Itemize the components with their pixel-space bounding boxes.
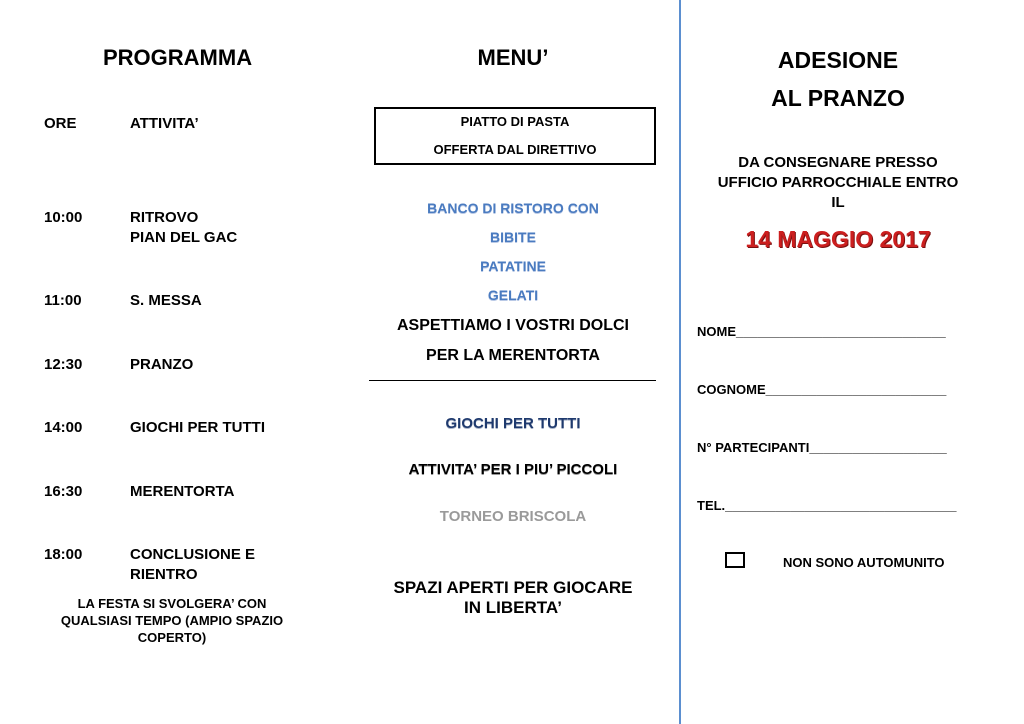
weather-note-line3: COPERTO) [137, 630, 207, 645]
schedule-time: 10:00 [44, 209, 83, 226]
schedule-activity: MERENTORTA [130, 483, 235, 500]
schedule-activity-line2: PIAN DEL GAC [130, 229, 238, 246]
fold-line [679, 0, 681, 724]
schedule-time: 11:00 [44, 292, 82, 309]
schedule-activity: PRANZO [130, 356, 194, 373]
automunito-checkbox[interactable] [725, 552, 745, 568]
schedule-activity: RITROVO [130, 209, 199, 226]
nome-field[interactable]: NOME_____________________________ [697, 324, 946, 339]
partecipanti-field[interactable]: N° PARTECIPANTI___________________ [697, 440, 947, 455]
dolci-line2: PER LA MERENTORTA [426, 347, 600, 364]
menu-gelati: GELATI [487, 287, 539, 303]
pasta-line: PIATTO DI PASTA [460, 114, 570, 129]
consegna-line2: UFFICIO PARROCCHIALE ENTRO [717, 174, 959, 191]
menu-bibite: BIBITE [490, 229, 536, 245]
col-header-attivita: ATTIVITA’ [130, 115, 199, 132]
adesione-title-line2: AL PRANZO [771, 85, 905, 111]
direttivo-line: OFFERTA DAL DIRETTIVO [433, 142, 597, 157]
cognome-field[interactable]: COGNOME_________________________ [697, 382, 947, 397]
weather-note-line1: LA FESTA SI SVOLGERA’ CON [77, 596, 267, 611]
banco-ristoro: BANCO DI RISTORO CON [427, 200, 599, 216]
schedule-activity: S. MESSA [130, 292, 202, 309]
consegna-line1: DA CONSEGNARE PRESSO [738, 154, 938, 171]
consegna-line3: IL [831, 194, 845, 211]
spazi-line1: SPAZI APERTI PER GIOCARE [393, 578, 633, 597]
torneo-briscola: TORNEO BRISCOLA [439, 508, 587, 525]
programma-title: PROGRAMMA [103, 45, 253, 70]
tel-field[interactable]: TEL.________________________________ [697, 498, 957, 513]
dolci-line1: ASPETTIAMO I VOSTRI DOLCI [396, 317, 629, 334]
deadline-date: 14 MAGGIO 2017 [745, 226, 931, 252]
schedule-activity-line2: RIENTRO [130, 566, 198, 583]
menu-title: MENU’ [477, 45, 549, 70]
schedule-activity: CONCLUSIONE E [130, 546, 256, 563]
schedule-time: 12:30 [44, 356, 83, 373]
giochi-tutti: GIOCHI PER TUTTI [445, 415, 581, 432]
attivita-piccoli: ATTIVITA’ PER I PIU’ PICCOLI [408, 461, 618, 478]
schedule-activity: GIOCHI PER TUTTI [130, 419, 265, 436]
col-header-ore: ORE [44, 115, 77, 132]
automunito-label: NON SONO AUTOMUNITO [783, 555, 945, 570]
weather-note-line2: QUALSIASI TEMPO (AMPIO SPAZIO [60, 613, 284, 628]
adesione-title-line1: ADESIONE [777, 47, 899, 73]
schedule-time: 14:00 [44, 419, 83, 436]
schedule-time: 16:30 [44, 483, 83, 500]
divider [369, 380, 656, 381]
spazi-line2: IN LIBERTA’ [464, 598, 562, 617]
menu-patatine: PATATINE [480, 258, 546, 274]
schedule-time: 18:00 [44, 546, 83, 563]
